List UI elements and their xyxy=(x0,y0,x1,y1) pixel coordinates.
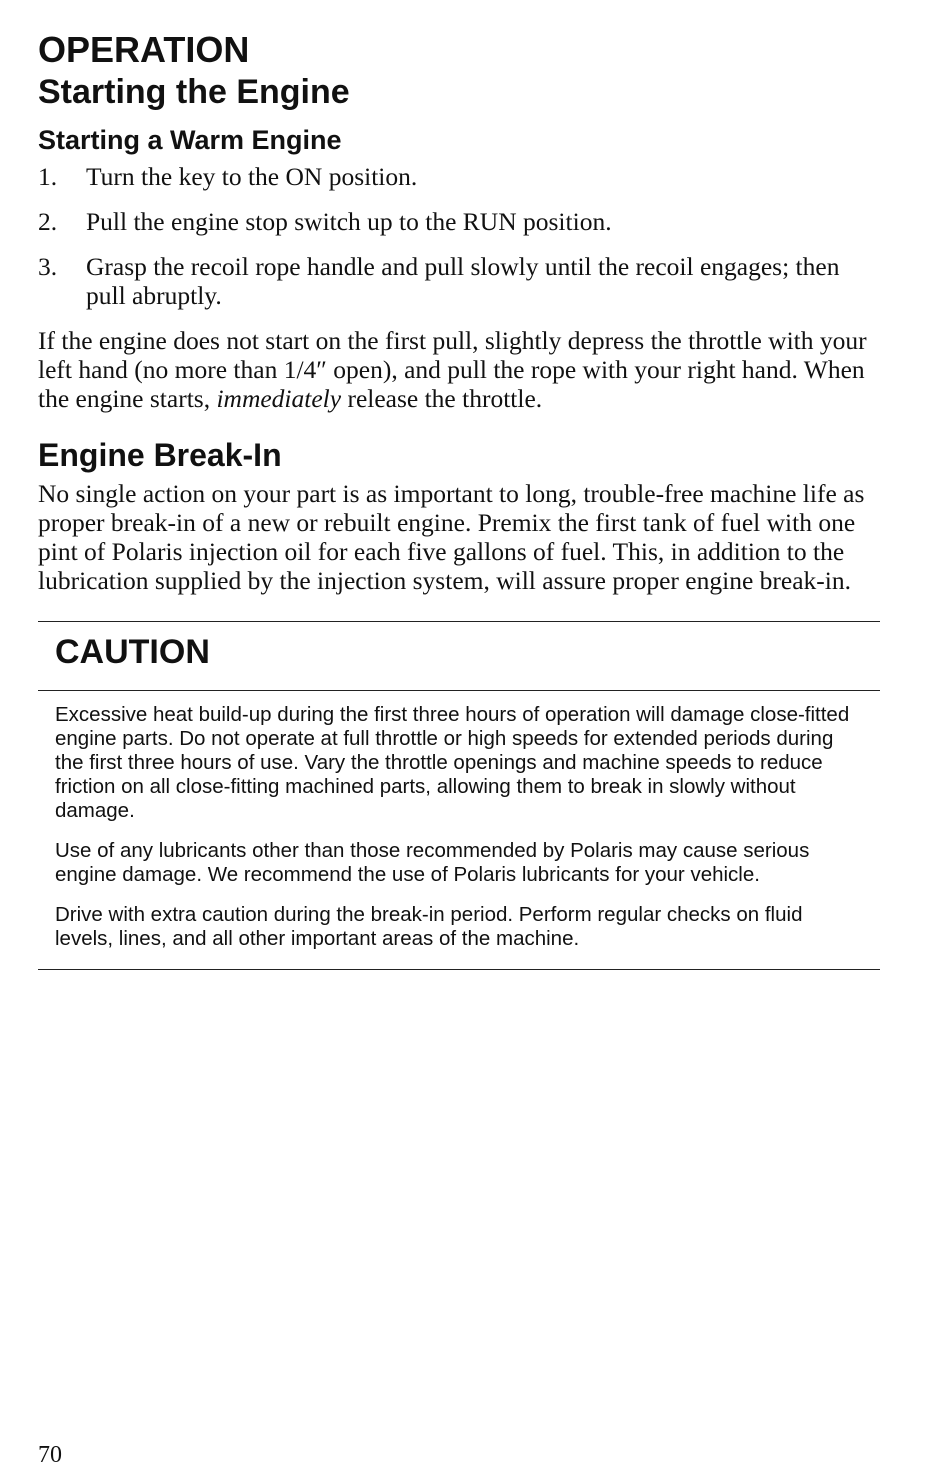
subtopic-title: Starting a Warm Engine xyxy=(38,125,342,155)
steps-list xyxy=(38,162,880,310)
section-title: OPERATION xyxy=(38,29,250,70)
page-number: 70 xyxy=(38,1442,62,1468)
caution-body xyxy=(38,691,880,969)
break-in-paragraph: No single action on your part is as important to long, trouble-free machine life as proper break-in of a new or rebuilt engine. Premix the first tank of fuel with one pint of Polaris injection oil for each five gallons of fuel. This, in addition to the lubrication supplied by the injection system, will assure proper engine break-in. xyxy=(38,479,865,595)
step-text: Turn the key to the ON position. xyxy=(86,162,418,191)
warm-start-paragraph xyxy=(38,326,880,413)
emphasis-text: immediately xyxy=(216,384,342,413)
list-item xyxy=(38,252,880,310)
caution-paragraph: Use of any lubricants other than those recommended by Polaris may cause serious engine damage. We recommend the use of Polaris lubricants for your vehicle. xyxy=(55,839,810,886)
step-text: Grasp the recoil rope handle and pull slowly until the recoil engages; then pull abruptly. xyxy=(86,252,840,310)
warm-start-text: If the engine does not start on the first pull, slightly depress the throttle with your left hand (no more than 1/4″ open), and pull the rope with your right hand. When the engine starts, xyxy=(38,326,867,413)
caution-box xyxy=(38,621,880,970)
topic-title: Starting the Engine xyxy=(38,73,350,111)
manual-page xyxy=(38,28,880,970)
step-number: 3. xyxy=(38,252,58,281)
step-number: 1. xyxy=(38,162,58,191)
break-in-title: Engine Break-In xyxy=(38,437,282,473)
list-item xyxy=(38,162,880,191)
caution-paragraph: Drive with extra caution during the break-in period. Perform regular checks on fluid levels, lines, and all other important areas of the machine. xyxy=(55,903,803,950)
list-item xyxy=(38,207,880,236)
step-number: 2. xyxy=(38,207,58,236)
caution-heading: CAUTION xyxy=(38,622,880,691)
caution-paragraph: Excessive heat build-up during the first three hours of operation will damage close-fitted engine parts. Do not operate at full throttle or high speeds for extended periods during the first three hours of use. Vary the throttle openings and machine speeds to reduce friction on all close-fitting machined parts, allowing them to break in slowly without damage. xyxy=(55,703,850,822)
warm-start-text-end: release the throttle. xyxy=(341,384,543,413)
step-text: Pull the engine stop switch up to the RUN position. xyxy=(86,207,612,236)
